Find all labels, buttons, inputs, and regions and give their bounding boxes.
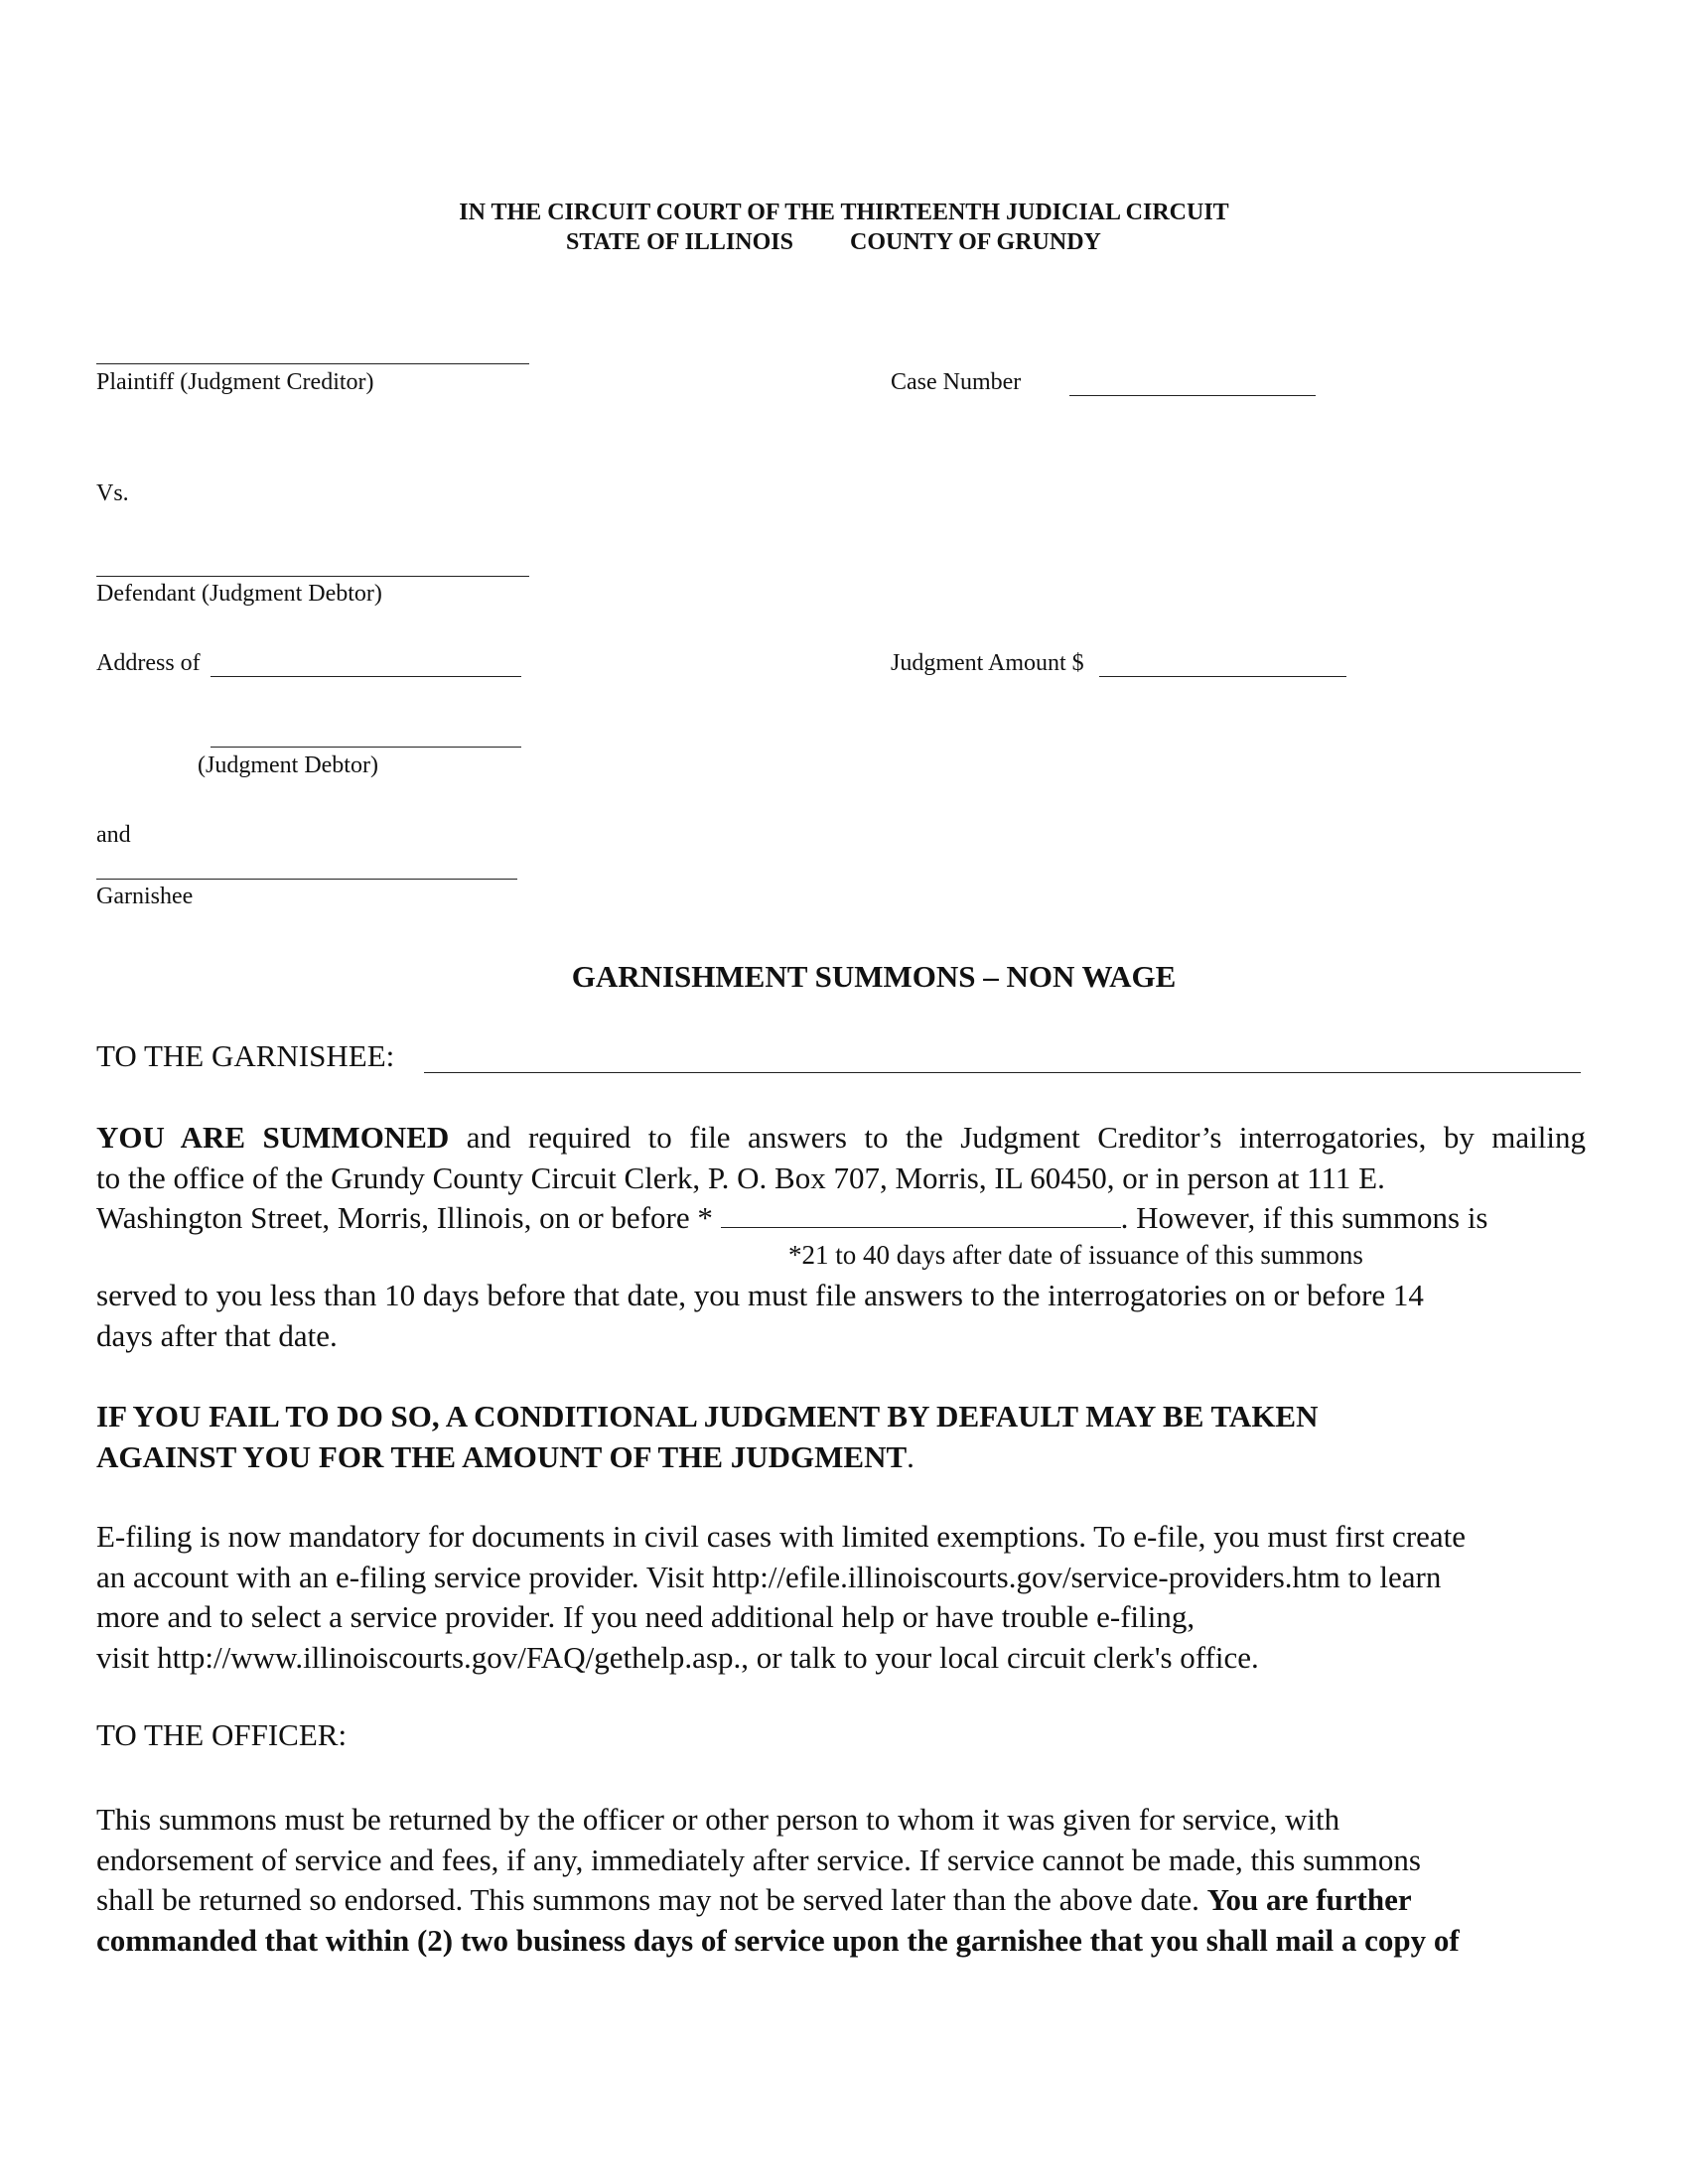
address-label: Address of [96,650,201,676]
debtor-address-line[interactable] [211,747,521,748]
efiling-paragraph: E-filing is now mandatory for documents in civil cases with limited exemptions. To e-file, you must first create an account with an e-filing service provider. Visit http://efile.illinoiscourts.gov/service-providers.htm to learn more and to select a service provider. If you need additional help or have trouble e-filing, visit http://www.illinoiscourts.gov/FAQ/gethelp.asp., or talk to your local circuit clerk's office. [96,1519,1467,1675]
summons-bold-lead: YOU ARE SUMMONED [96,1120,450,1155]
to-garnishee-label: TO THE GARNISHEE: [96,1038,395,1073]
and-label: and [96,822,131,848]
case-number-line[interactable] [1069,395,1316,396]
summons-footnote: *21 to 40 days after date of issuance of this summons [788,1240,1363,1270]
document-title: GARNISHMENT SUMMONS – NON WAGE [571,959,1177,994]
summons-paragraph: YOU ARE SUMMONED and required to file answers to the Judgment Creditor’s interrogatories, by mailing to the office of the Grundy County Circuit Clerk, P. O. Box 707, Morris, IL 60450, or in person at 111 E. Washington Street, Morris, Illinois, on or before * . However, if this summons is [96,1120,1586,1235]
garnishee-line[interactable] [96,879,517,880]
to-garnishee-line[interactable] [424,1072,1581,1073]
judgment-amount-line[interactable] [1099,676,1346,677]
vs-label: Vs. [96,480,129,506]
to-officer-label: TO THE OFFICER: [96,1717,348,1752]
address-line[interactable] [211,676,521,677]
case-number-label: Case Number [891,369,1022,395]
plaintiff-line[interactable] [96,363,529,364]
garnishee-label: Garnishee [96,884,194,909]
plaintiff-label: Plaintiff (Judgment Creditor) [96,369,374,395]
answer-date-blank[interactable] [721,1201,1121,1228]
officer-paragraph: This summons must be returned by the officer or other person to whom it was given for service, with endorsement of service and fees, if any, immediately after service. If service cannot be made, this summons shall be returned so endorsed. This summons may not be served later than the above date. You are further commanded that within (2) two business days of service upon the garnishee that you shall mail a copy of [96,1802,1460,1958]
court-header-line1: IN THE CIRCUIT COURT OF THE THIRTEENTH JUDICIAL CIRCUIT [459,200,1229,225]
judgment-debtor-label: (Judgment Debtor) [198,752,378,778]
court-county: COUNTY OF GRUNDY [850,229,1101,255]
defendant-label: Defendant (Judgment Debtor) [96,581,382,607]
court-state: STATE OF ILLINOIS [566,229,793,255]
default-warning: IF YOU FAIL TO DO SO, A CONDITIONAL JUDGMENT BY DEFAULT MAY BE TAKEN AGAINST YOU FOR THE AMOUNT OF THE JUDGMENT. [96,1399,1319,1474]
defendant-line[interactable] [96,576,529,577]
summons-paragraph-cont: served to you less than 10 days before that date, you must file answers to the interrogatories on or before 14 days after that date. [96,1278,1424,1353]
judgment-amount-label: Judgment Amount $ [891,650,1084,676]
